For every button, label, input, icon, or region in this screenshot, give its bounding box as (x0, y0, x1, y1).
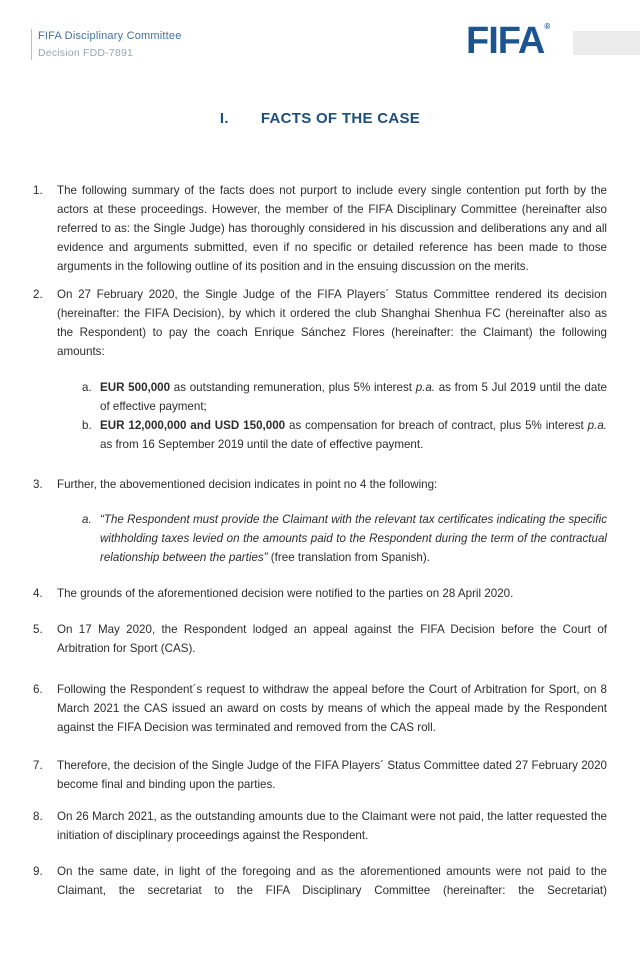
list-item (33, 584, 607, 603)
redacted-region (573, 31, 640, 55)
sub-list-item (82, 416, 607, 454)
fifa-logo (466, 22, 550, 60)
list-item-number: 3. (33, 478, 43, 491)
section-title (0, 110, 640, 127)
section-title-text: FACTS OF THE CASE (260, 110, 421, 127)
list-item-number: 8. (33, 810, 43, 823)
section-numeral: I. (219, 110, 229, 127)
list-item-text: On 26 March 2021, as the outstanding amounts due to the Claimant were not paid, the latter requested the initiation of disciplinary proceedings against the Respondent. (57, 810, 607, 842)
list-item-text: On 27 February 2020, the Single Judge of the FIFA Players´ Status Committee rendered its decision (hereinafter: the FIFA Decision), by which it ordered the club Shanghai Shenhua FC (hereinafter also as the Respondent) to pay the coach Enrique Sánchez Flores (hereinafter: the Claimant) the following amounts: (57, 288, 607, 358)
sub-list-item-letter: b. (82, 419, 92, 432)
list-item-number: 2. (33, 288, 43, 301)
sub-list-item-text: EUR 12,000,000 and USD 150,000 as compensation for breach of contract, plus 5% interest p.a. as from 16 September 2019 until the date of effective payment. (100, 419, 607, 451)
document-body (33, 181, 607, 900)
sub-list-item-letter: a. (82, 381, 92, 394)
list-item (33, 181, 607, 276)
list-item-number: 5. (33, 623, 43, 636)
sub-list-item-letter: a. (82, 513, 92, 526)
committee-name: FIFA Disciplinary Committee (38, 30, 182, 42)
list-item-text: On the same date, in light of the foregoing and as the aforementioned amounts were not paid to the Claimant, the secretariat to the FIFA Disciplinary Committee (hereinafter: the Secretariat) (57, 865, 607, 897)
list-item (33, 475, 607, 494)
list-item (33, 620, 607, 658)
list-item-text: Therefore, the decision of the Single Judge of the FIFA Players´ Status Committee dated 27 February 2020 become final and binding upon the parties. (57, 759, 607, 791)
list-item (33, 680, 607, 737)
list-item-number: 7. (33, 759, 43, 772)
list-item (33, 862, 607, 900)
fifa-logo-text: FIFA (466, 20, 545, 62)
list-item (33, 807, 607, 845)
list-item-number: 1. (33, 184, 43, 197)
list-item-text: Following the Respondent´s request to withdraw the appeal before the Court of Arbitration for Sport, on 8 March 2021 the CAS issued an award on costs by means of which the appeal made by the Respondent against the FIFA Decision was terminated and removed from the CAS roll. (57, 683, 607, 734)
list-item-number: 6. (33, 683, 43, 696)
header-meta (31, 29, 182, 60)
decision-reference: Decision FDD-7891 (38, 47, 134, 59)
sub-list-item (82, 378, 607, 416)
list-item (33, 285, 607, 361)
list-item (33, 756, 607, 794)
registered-trademark-icon: ® (544, 22, 551, 31)
list-item-text: On 17 May 2020, the Respondent lodged an appeal against the FIFA Decision before the Court of Arbitration for Sport (CAS). (57, 623, 607, 655)
list-item-number: 4. (33, 587, 43, 600)
list-item-text: The following summary of the facts does not purport to include every single contention put forth by the actors at these proceedings. However, the member of the FIFA Disciplinary Committee (hereinafter also referred to as: the Single Judge) has thoroughly considered in his discussion and deliberations any and all evidence and arguments submitted, even if no specific or detailed reference has been made to those arguments in the following outline of its position and in the ensuing discussion on the merits. (57, 184, 607, 273)
list-item-number: 9. (33, 865, 43, 878)
sub-list-item-text: “The Respondent must provide the Claimant with the relevant tax certificates indicating the specific withholding taxes levied on the amounts paid to the Respondent during the term of the contractual relationship between the parties” (free translation from Spanish). (100, 513, 607, 564)
document-header (0, 0, 640, 90)
sub-list-item-quote (82, 510, 607, 567)
sub-list-item-text: EUR 500,000 as outstanding remuneration, plus 5% interest p.a. as from 5 Jul 2019 until the date of effective payment; (100, 381, 607, 413)
list-item-text: The grounds of the aforementioned decision were notified to the parties on 28 April 2020. (57, 587, 514, 600)
list-item-text: Further, the abovementioned decision indicates in point no 4 the following: (57, 478, 438, 491)
